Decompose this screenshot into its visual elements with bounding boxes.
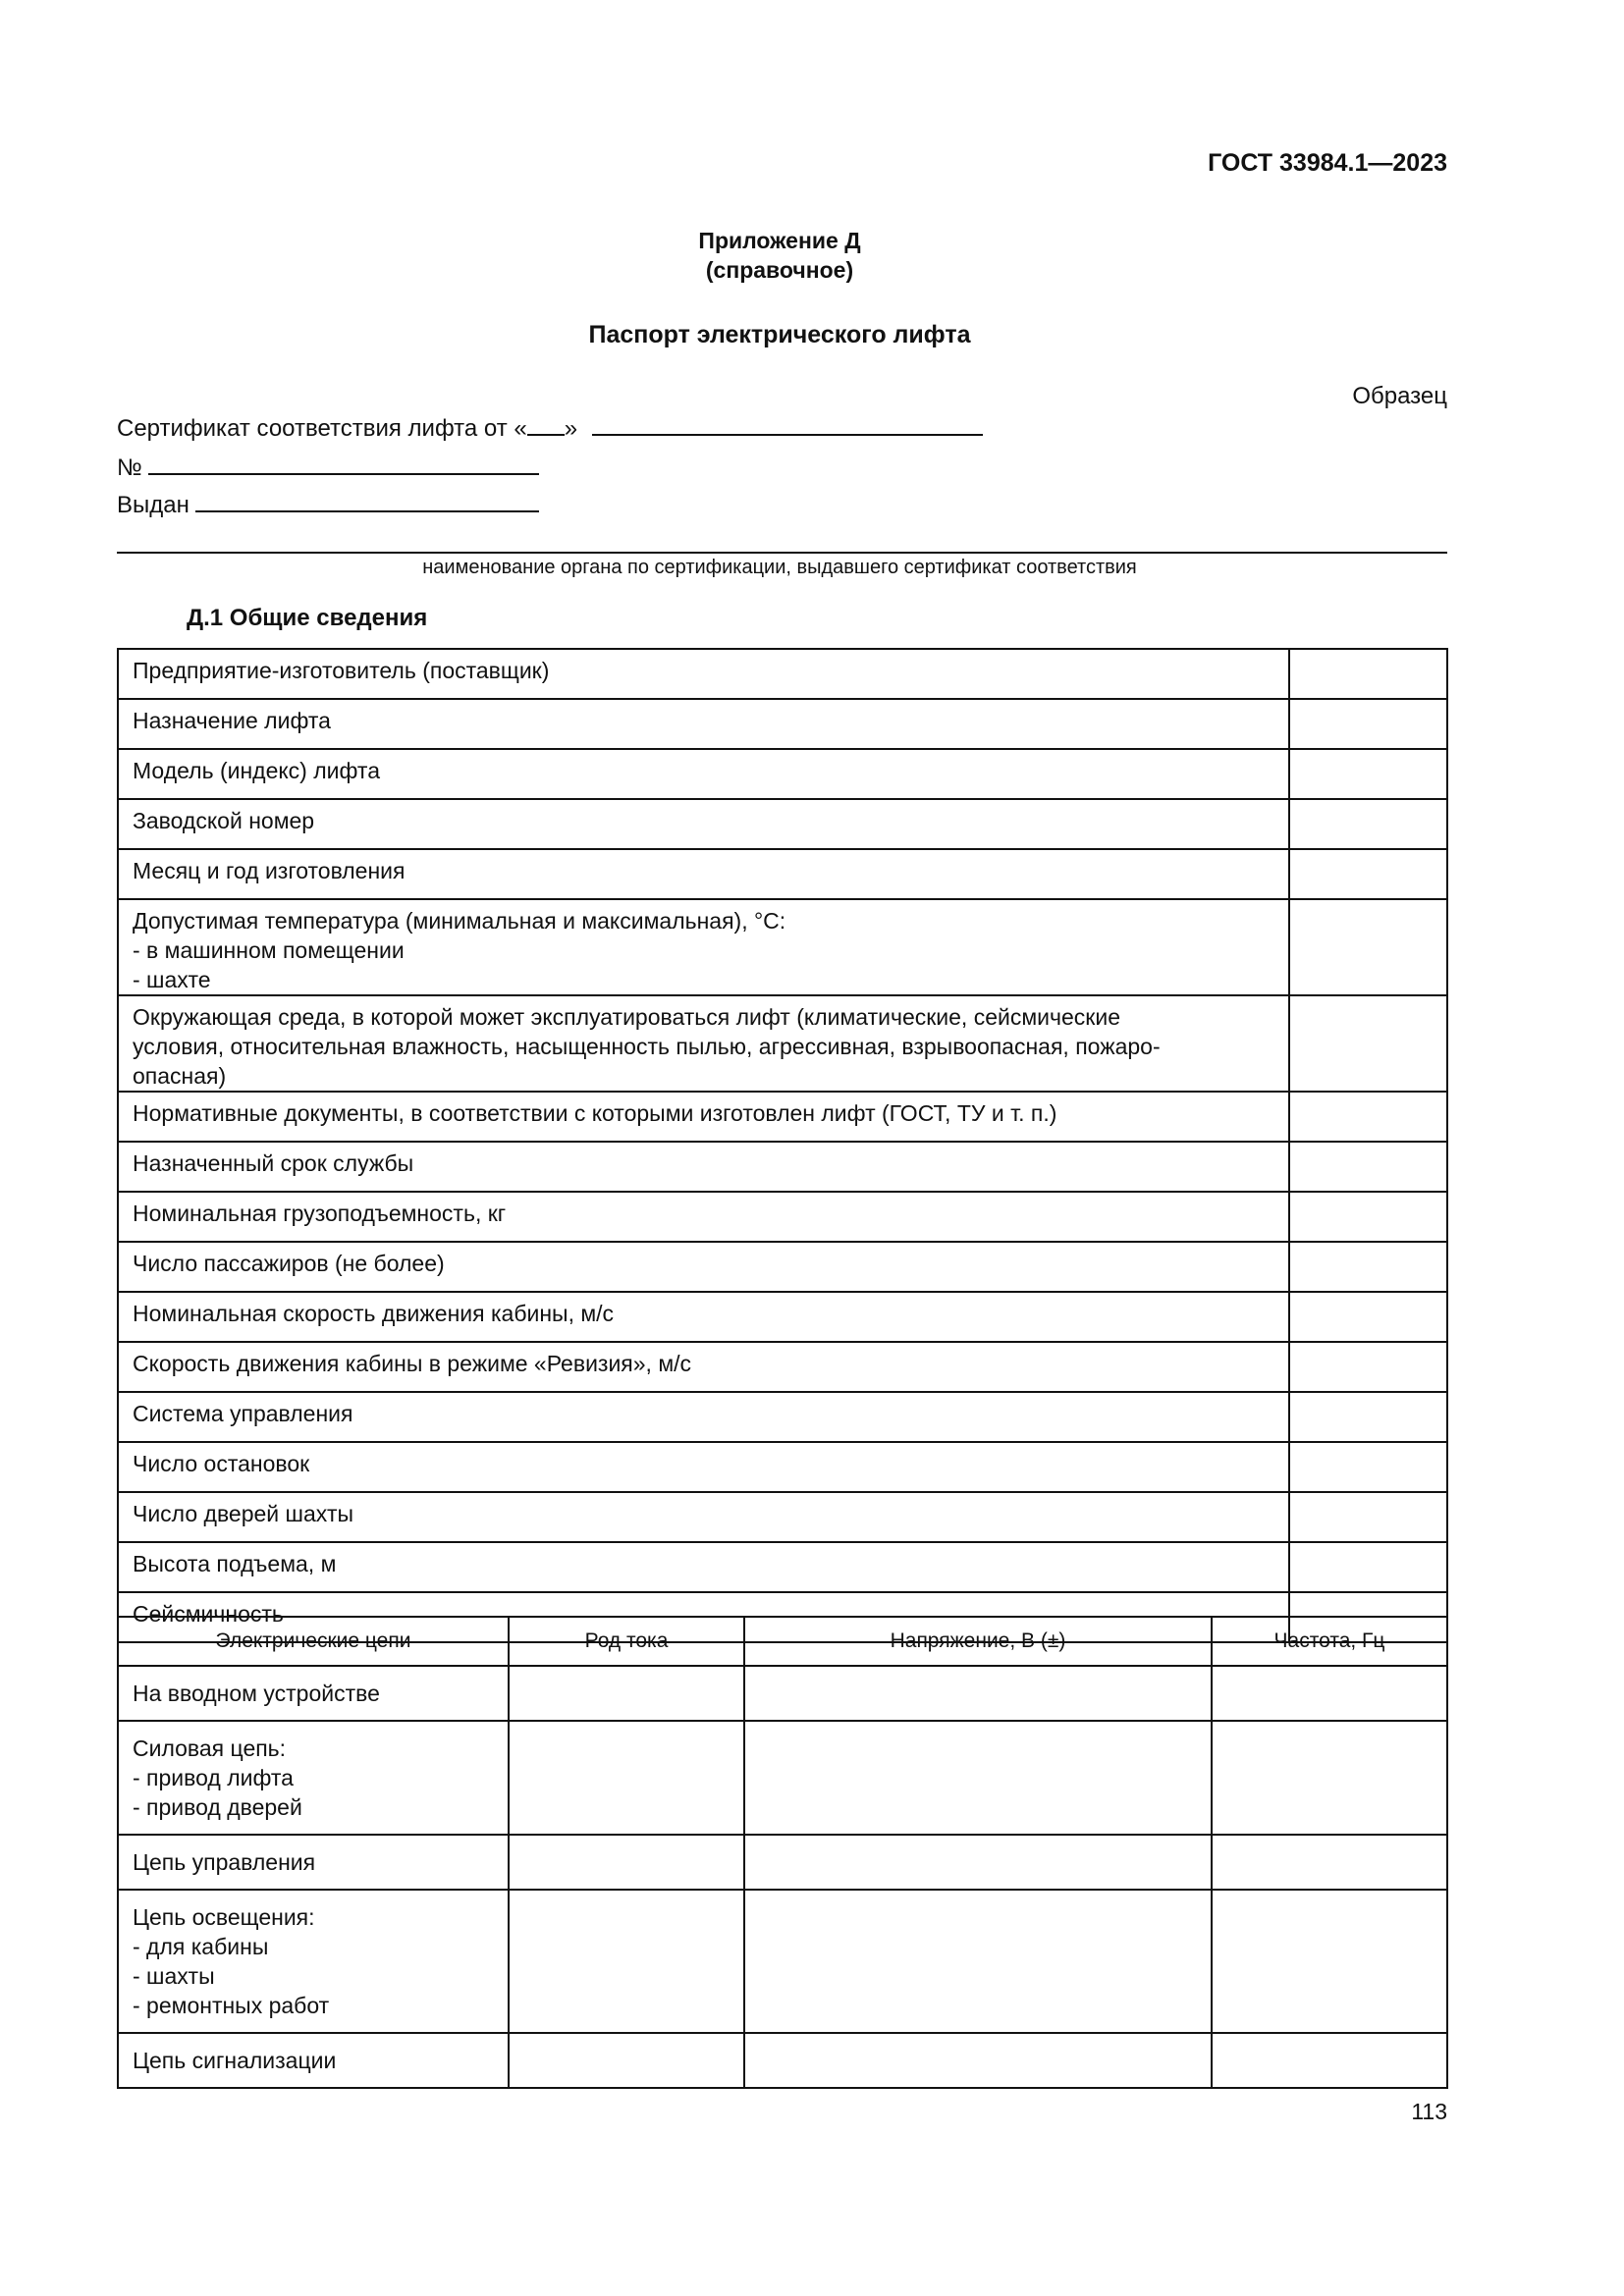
row-label	[118, 1542, 1289, 1592]
table-row	[118, 1192, 1447, 1242]
row-value-cell[interactable]	[1289, 995, 1447, 1092]
value-cell[interactable]	[1212, 1835, 1447, 1890]
row-label	[118, 1392, 1289, 1442]
day-blank[interactable]	[527, 412, 565, 436]
value-cell[interactable]	[509, 2033, 744, 2088]
row-label-line: Назначение лифта	[133, 708, 331, 733]
table-row	[118, 649, 1447, 699]
row-label-line: Допустимая температура (минимальная и максимальная), °C:	[133, 908, 786, 934]
row-value-cell[interactable]	[1289, 699, 1447, 749]
row-label-line: Номинальная грузоподъемность, кг	[133, 1201, 507, 1226]
row-label	[118, 899, 1289, 995]
table-row	[118, 1442, 1447, 1492]
row-label	[118, 1142, 1289, 1192]
row-label-line: Месяц и год изготовления	[133, 858, 406, 883]
row-label-line: опасная)	[133, 1063, 227, 1089]
circuit-label	[118, 2033, 509, 2088]
row-label-line: Высота подъема, м	[133, 1551, 337, 1576]
row-label-line: условия, относительная влажность, насыщенность пылью, агрессивная, взрывоопасная, пожаро-	[133, 1034, 1161, 1059]
row-value-cell[interactable]	[1289, 1542, 1447, 1592]
table-row	[118, 1342, 1447, 1392]
row-label	[118, 1492, 1289, 1542]
row-label-line: Число дверей шахты	[133, 1501, 354, 1526]
row-value-cell[interactable]	[1289, 849, 1447, 899]
row-label-line: Число остановок	[133, 1451, 310, 1476]
circuit-label-line: Цепь управления	[133, 1849, 316, 1875]
value-cell[interactable]	[509, 1721, 744, 1835]
appendix-title: Приложение Д	[698, 228, 861, 253]
row-label	[118, 1292, 1289, 1342]
row-label	[118, 1242, 1289, 1292]
page-number: 113	[1411, 2099, 1447, 2124]
row-label-line: - в машинном помещении	[133, 937, 405, 963]
value-cell[interactable]	[744, 1890, 1212, 2033]
issued-blank[interactable]	[195, 489, 539, 512]
circuit-label-line: На вводном устройстве	[133, 1681, 380, 1706]
value-cell[interactable]	[744, 1721, 1212, 1835]
certificate-issued-line	[117, 489, 539, 519]
certificate-number-line	[117, 452, 539, 482]
table-row	[118, 1292, 1447, 1342]
row-label	[118, 799, 1289, 849]
electric-circuits-table	[117, 1616, 1448, 2089]
row-value-cell[interactable]	[1289, 1092, 1447, 1142]
issuer-rule[interactable]	[117, 552, 1447, 554]
value-cell[interactable]	[744, 1835, 1212, 1890]
row-label	[118, 1442, 1289, 1492]
appendix-heading	[0, 226, 1559, 285]
row-value-cell[interactable]	[1289, 799, 1447, 849]
table-row	[118, 2033, 1447, 2088]
row-value-cell[interactable]	[1289, 1292, 1447, 1342]
value-cell[interactable]	[509, 1835, 744, 1890]
table-row	[118, 1666, 1447, 1721]
row-value-cell[interactable]	[1289, 1442, 1447, 1492]
circuit-label-line: Цепь освещения:	[133, 1904, 315, 1930]
circuit-label-line: - для кабины	[133, 1934, 269, 1959]
issuer-caption: наименование органа по сертификации, выдавшего сертификат соответствия	[422, 557, 1137, 578]
table-row	[118, 1542, 1447, 1592]
row-label-line: Нормативные документы, в соответствии с которыми изготовлен лифт (ГОСТ, ТУ и т. п.)	[133, 1100, 1057, 1126]
row-value-cell[interactable]	[1289, 649, 1447, 699]
circuit-label-line: - привод дверей	[133, 1794, 302, 1820]
row-label	[118, 849, 1289, 899]
row-label-line: Скорость движения кабины в режиме «Ревизия», м/с	[133, 1351, 692, 1376]
value-cell[interactable]	[744, 1666, 1212, 1721]
header-voltage: Напряжение, В (±)	[744, 1617, 1212, 1666]
table-row	[118, 749, 1447, 799]
row-value-cell[interactable]	[1289, 749, 1447, 799]
circuit-label-line: Силовая цепь:	[133, 1735, 287, 1761]
value-cell[interactable]	[1212, 1666, 1447, 1721]
row-label-line: Модель (индекс) лифта	[133, 758, 380, 783]
section-title: Д.1 Общие сведения	[187, 605, 428, 631]
row-label	[118, 699, 1289, 749]
table-row	[118, 799, 1447, 849]
row-label-line: Заводской номер	[133, 808, 315, 833]
appendix-subtitle: (справочное)	[705, 257, 854, 283]
value-cell[interactable]	[509, 1890, 744, 2033]
row-label	[118, 1092, 1289, 1142]
row-label	[118, 1342, 1289, 1392]
certificate-prefix: Сертификат соответствия лифта от «	[117, 415, 527, 442]
table-row	[118, 1890, 1447, 2033]
table-row	[118, 1492, 1447, 1542]
row-label-line: Число пассажиров (не более)	[133, 1251, 445, 1276]
row-label-line: - шахте	[133, 967, 211, 992]
table-row	[118, 1835, 1447, 1890]
value-cell[interactable]	[744, 2033, 1212, 2088]
table-row	[118, 1142, 1447, 1192]
table-row	[118, 1721, 1447, 1835]
number-blank[interactable]	[148, 452, 539, 475]
certificate-suffix: »	[564, 415, 578, 442]
circuit-label-line: - ремонтных работ	[133, 1993, 330, 2018]
value-cell[interactable]	[1212, 2033, 1447, 2088]
document-code: ГОСТ 33984.1—2023	[1208, 149, 1447, 177]
row-label	[118, 995, 1289, 1092]
sample-label: Образец	[1352, 383, 1447, 409]
certificate-date-line	[117, 412, 983, 443]
table-row	[118, 995, 1447, 1092]
circuit-label	[118, 1890, 509, 2033]
circuit-label-line: - шахты	[133, 1963, 215, 1989]
row-value-cell[interactable]	[1289, 1342, 1447, 1392]
circuit-label-line: Цепь сигнализации	[133, 2048, 337, 2073]
general-info-table	[117, 648, 1448, 1643]
row-label-line: Сейсмичность	[133, 1601, 284, 1627]
table-row	[118, 1242, 1447, 1292]
row-value-cell[interactable]	[1289, 899, 1447, 995]
header-current-type: Род тока	[509, 1617, 744, 1666]
row-label-line: Предприятие-изготовитель (поставщик)	[133, 658, 550, 683]
header-circuits: Электрические цепи	[118, 1617, 509, 1666]
circuit-label	[118, 1835, 509, 1890]
row-value-cell[interactable]	[1289, 1192, 1447, 1242]
number-label: №	[117, 454, 142, 481]
table-row	[118, 899, 1447, 995]
row-value-cell[interactable]	[1289, 1242, 1447, 1292]
value-cell[interactable]	[509, 1666, 744, 1721]
row-label-line: Окружающая среда, в которой может эксплуатироваться лифт (климатические, сейсмические	[133, 1004, 1120, 1030]
value-cell[interactable]	[1212, 1890, 1447, 2033]
table-row	[118, 1392, 1447, 1442]
header-frequency: Частота, Гц	[1212, 1617, 1447, 1666]
row-value-cell[interactable]	[1289, 1142, 1447, 1192]
circuit-label-line: - привод лифта	[133, 1765, 294, 1790]
circuit-label	[118, 1666, 509, 1721]
row-label	[118, 749, 1289, 799]
table-row	[118, 1092, 1447, 1142]
value-cell[interactable]	[1212, 1721, 1447, 1835]
row-label	[118, 1192, 1289, 1242]
circuit-label	[118, 1721, 509, 1835]
row-label-line: Назначенный срок службы	[133, 1150, 414, 1176]
issued-label: Выдан	[117, 492, 189, 518]
date-blank[interactable]	[592, 412, 983, 436]
table-row	[118, 699, 1447, 749]
table-row	[118, 849, 1447, 899]
row-value-cell[interactable]	[1289, 1492, 1447, 1542]
row-value-cell[interactable]	[1289, 1392, 1447, 1442]
row-label	[118, 649, 1289, 699]
row-label-line: Система управления	[133, 1401, 353, 1426]
page-title: Паспорт электрического лифта	[588, 321, 971, 348]
row-label-line: Номинальная скорость движения кабины, м/с	[133, 1301, 615, 1326]
